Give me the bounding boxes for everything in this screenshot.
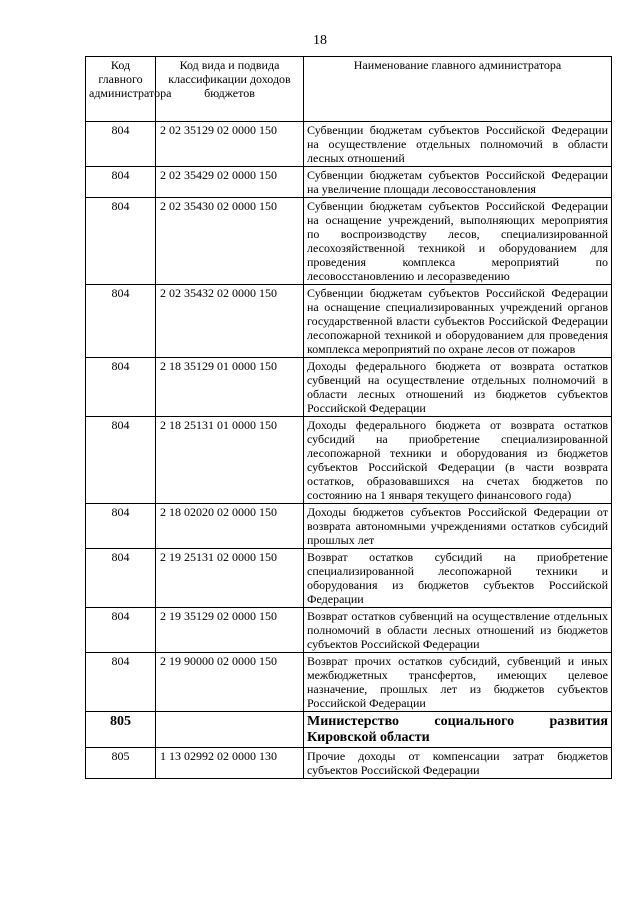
admin-name-cell: Возврат прочих остатков субсидий, субвенций и иных межбюджетных трансфертов, имеющих целевое назначение, прошлых лет из бюджетов субъектов Российской Федерации — [304, 653, 612, 712]
revenue-administrators-table — [85, 56, 612, 779]
table-row — [86, 167, 612, 198]
section-admin-name — [304, 712, 612, 748]
classification-code-cell: 2 02 35129 02 0000 150 — [156, 122, 304, 167]
table-row — [86, 748, 612, 779]
section-classification-code — [156, 712, 304, 748]
admin-name-cell: Возврат остатков субсидий на приобретение специализированной лесопожарной техники и оборудования из бюджетов субъектов Российской Федерации — [304, 549, 612, 608]
admin-name-cell: Доходы федерального бюджета от возврата остатков субвенций на осуществление отдельных полномочий в области лесных отношений из бюджетов субъектов Российской Федерации — [304, 358, 612, 417]
classification-code-cell: 2 19 25131 02 0000 150 — [156, 549, 304, 608]
classification-code-cell: 2 19 90000 02 0000 150 — [156, 653, 304, 712]
table-row — [86, 122, 612, 167]
table-header-row — [86, 57, 612, 122]
admin-name-cell: Субвенции бюджетам субъектов Российской Федерации на оснащение учреждений, выполняющих мероприятия по воспроизводству лесов, специализированной лесохозяйственной техникой и оборудованием для проведения комплекса мероприятий по лесовосстановлению и лесоразведению — [304, 198, 612, 285]
admin-name-cell: Прочие доходы от компенсации затрат бюджетов субъектов Российской Федерации — [304, 748, 612, 779]
classification-code-cell: 2 02 35429 02 0000 150 — [156, 167, 304, 198]
section-row — [86, 712, 612, 748]
section-admin-code: 805 — [86, 712, 156, 748]
classification-code-cell: 2 02 35432 02 0000 150 — [156, 285, 304, 358]
classification-code-cell: 2 18 35129 01 0000 150 — [156, 358, 304, 417]
admin-code-cell: 804 — [86, 549, 156, 608]
page-number: 18 — [313, 33, 327, 48]
classification-code-cell: 2 19 35129 02 0000 150 — [156, 608, 304, 653]
admin-name-cell: Возврат остатков субвенций на осуществление отдельных полномочий в области лесных отношений из бюджетов субъектов Российской Федерации — [304, 608, 612, 653]
classification-code-cell: 2 02 35430 02 0000 150 — [156, 198, 304, 285]
admin-code-cell: 804 — [86, 358, 156, 417]
admin-code-cell: 804 — [86, 167, 156, 198]
table-row — [86, 417, 612, 504]
table-row — [86, 653, 612, 712]
admin-code-cell: 804 — [86, 504, 156, 549]
table-row — [86, 549, 612, 608]
classification-code-cell: 2 18 02020 02 0000 150 — [156, 504, 304, 549]
classification-code-cell: 1 13 02992 02 0000 130 — [156, 748, 304, 779]
admin-name-cell: Доходы бюджетов субъектов Российской Федерации от возврата автономными учреждениями остатков субсидий прошлых лет — [304, 504, 612, 549]
table-row — [86, 285, 612, 358]
admin-name-cell: Субвенции бюджетам субъектов Российской Федерации на увеличение площади лесовосстановления — [304, 167, 612, 198]
admin-code-cell: 804 — [86, 198, 156, 285]
admin-code-cell: 804 — [86, 608, 156, 653]
header-admin-code: Код главного администратора — [86, 57, 156, 122]
admin-name-cell: Субвенции бюджетам субъектов Российской Федерации на осуществление отдельных полномочий в области лесных отношений — [304, 122, 612, 167]
header-classification-code: Код вида и подвида классификации доходов бюджетов — [156, 57, 304, 122]
table-row — [86, 358, 612, 417]
header-admin-name: Наименование главного администратора — [304, 57, 612, 122]
admin-code-cell: 805 — [86, 748, 156, 779]
table-body — [86, 122, 612, 779]
section-name-line1: Министерство социального развития — [307, 714, 608, 729]
admin-name-cell: Субвенции бюджетам субъектов Российской Федерации на оснащение специализированных учреждений органов государственной власти субъектов Российской Федерации лесопожарной техникой и оборудованием для проведения комплекса мероприятий по охране лесов от пожаров — [304, 285, 612, 358]
table-row — [86, 608, 612, 653]
admin-code-cell: 804 — [86, 285, 156, 358]
admin-name-cell: Доходы федерального бюджета от возврата остатков субсидий на приобретение специализированной лесопожарной техники и оборудования из бюджетов субъектов Российской Федерации (в части возврата остатков, образовавшихся на счетах бюджетов по состоянию на 1 января текущего финансового года) — [304, 417, 612, 504]
classification-code-cell: 2 18 25131 01 0000 150 — [156, 417, 304, 504]
table-row — [86, 504, 612, 549]
admin-code-cell: 804 — [86, 122, 156, 167]
admin-code-cell: 804 — [86, 653, 156, 712]
admin-code-cell: 804 — [86, 417, 156, 504]
table-row — [86, 198, 612, 285]
section-name-line2: Кировской области — [307, 730, 430, 745]
